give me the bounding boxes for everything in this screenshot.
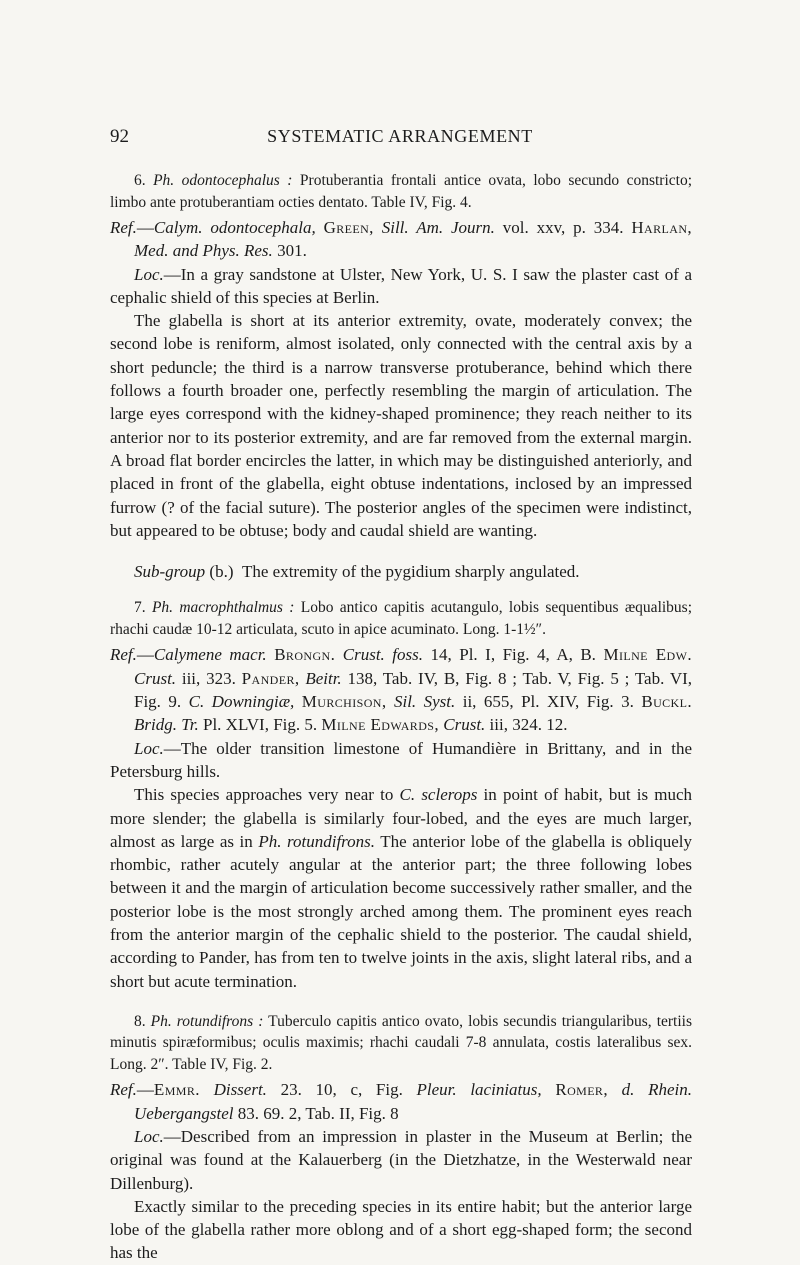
ref-citation: 14, Pl. I, Fig. 4, A, B. xyxy=(430,645,596,665)
ref-work: Crust. foss. xyxy=(342,645,423,665)
page-number: 92 xyxy=(110,126,129,147)
species-number: 7. xyxy=(134,599,146,617)
ref-work: Dissert. xyxy=(213,1080,267,1100)
ref-work: Med. and Phys. Res. xyxy=(134,241,273,261)
desc-taxon: Ph. rotundifrons. xyxy=(258,831,376,851)
species-7-locality xyxy=(110,737,692,784)
ref-author: Harlan, xyxy=(631,218,693,237)
ref-taxon: Calymene macr. xyxy=(153,645,267,665)
ref-author: Green, xyxy=(323,218,374,237)
ref-dash: — xyxy=(136,645,154,665)
ref-citation: iii, 324. 12. xyxy=(489,715,568,735)
ref-work: Crust. xyxy=(443,715,486,735)
ref-author: Pander, xyxy=(241,668,300,688)
ref-work: d. Rhein. Uebergangstel xyxy=(134,1080,692,1123)
ref-author: Milne Edw. xyxy=(603,645,692,665)
desc-text: This species approaches very near to xyxy=(134,785,394,805)
desc-taxon: C. sclerops xyxy=(399,785,478,805)
ref-citation: vol. xxv, p. 334. xyxy=(502,218,624,237)
subgroup-label: Sub-group xyxy=(134,562,206,582)
ref-work: Bridg. Tr. xyxy=(134,715,199,735)
ref-citation: 301. xyxy=(277,241,307,261)
ref-author: Milne Edwards, xyxy=(321,715,439,735)
ref-label: Ref. xyxy=(110,218,137,237)
ref-work: Sil. Syst. xyxy=(393,692,456,712)
species-name: Ph. rotundifrons : xyxy=(150,1012,264,1030)
loc-text: —The older transition limestone of Humandière in Brittany, and in the Petersburg hills. xyxy=(110,738,692,781)
ref-citation: 83. 69. 2, Tab. II, Fig. 8 xyxy=(237,1103,399,1123)
species-8-description: Exactly similar to the preceding species in its entire habit; but the anterior large lobe of the glabella rather more oblong and of a short egg-shaped form; the second has the xyxy=(110,1196,692,1263)
species-7-references xyxy=(110,643,692,736)
ref-author: Romer, xyxy=(555,1080,608,1100)
species-6-references xyxy=(110,216,692,263)
species-diagnosis-text: Protuberantia frontali antice ovata, lobo secundo constricto; limbo ante protuberantiam octies dentato. Table IV, Fig. 4. xyxy=(110,172,693,211)
ref-author: Emmr. xyxy=(153,1080,200,1100)
ref-dash: — xyxy=(136,1080,154,1100)
ref-taxon: C. Downingiæ, xyxy=(188,692,295,712)
loc-text: —Described from an impression in plaster in the Museum at Berlin; the original was found at the Kalauerberg (in the Dietzhatze, in the Westerwald near Dillenburg). xyxy=(110,1127,692,1193)
species-8-locality xyxy=(110,1125,692,1195)
species-diagnosis-text: Tuberculo capitis antico ovato, lobis secundis triangularibus, tertiis minutis spiræformibus; oculis maximis; rhachi caudali 7-8 annulata, costis lateralibus sex. Long. 2″. Table IV, Fig. 2. xyxy=(110,1012,692,1073)
ref-citation: Pl. XLVI, Fig. 5. xyxy=(202,715,318,735)
subgroup-letter: (b.) xyxy=(209,562,234,582)
ref-work: Beitr. xyxy=(305,668,342,688)
species-name: Ph. macrophthalmus : xyxy=(151,599,295,617)
species-8-references xyxy=(110,1078,692,1125)
ref-work: Crust. xyxy=(134,668,177,688)
loc-label: Loc. xyxy=(134,1127,164,1146)
subgroup-heading xyxy=(110,560,692,583)
ref-dash: — xyxy=(136,218,154,237)
ref-citation: iii, 323. xyxy=(181,668,236,688)
species-8-diagnosis xyxy=(110,1011,692,1076)
ref-citation: 23. 10, c, Fig. xyxy=(280,1080,403,1100)
species-7-diagnosis xyxy=(110,597,692,640)
loc-text: —In a gray sandstone at Ulster, New York, U. S. I saw the plaster cast of a cephalic shield of this species at Berlin. xyxy=(110,264,692,307)
page-body xyxy=(110,170,692,1265)
ref-taxon: Calym. odontocephala, xyxy=(153,218,316,237)
species-number: 6. xyxy=(134,172,146,189)
desc-text: in point of habit, but is much more slender; the glabella is similarly four-lobed, and the eyes are much larger, almost as large as in xyxy=(110,785,693,851)
species-7-description xyxy=(110,783,692,993)
page-header xyxy=(110,126,690,150)
species-number: 8. xyxy=(134,1012,146,1030)
species-6-description: The glabella is short at its anterior extremity, ovate, moderately convex; the second lobe is reniform, almost isolated, only connected with the central axis by a short peduncle; the third is a narrow transverse protuberance, behind which there follows a fourth broader one, perfectly resembling the margin of articulation. The large eyes correspond with the kidney-shaped prominence; they reach neither to its anterior nor to its posterior extremity, and are far removed from the external margin. A broad flat border encircles the latter, in which may be distinguished anteriorly, and placed in front of the glabella, eight obtuse indentations, inclosed by an impressed furrow (? of the facial suture). The posterior angles of the specimen were indistinct, but appeared to be obtuse; body and caudal shield are wanting. xyxy=(110,311,692,540)
ref-taxon: Pleur. laciniatus, xyxy=(416,1080,542,1100)
ref-work: Sill. Am. Journ. xyxy=(381,218,495,237)
ref-citation: 138, Tab. IV, B, Fig. 8 ; Tab. V, Fig. 5 ; Tab. VI, Fig. 9. xyxy=(134,668,693,712)
ref-label: Ref. xyxy=(110,645,137,665)
running-title: SYSTEMATIC ARRANGEMENT xyxy=(267,126,533,146)
ref-author: Brongn. xyxy=(274,645,336,665)
ref-author: Buckl. xyxy=(641,692,692,712)
species-6-diagnosis xyxy=(110,170,692,213)
species-name: Ph. odontocephalus : xyxy=(153,172,293,189)
desc-text: The anterior lobe of the glabella is obliquely rhombic, rather acutely angular at the anterior part; the three following lobes between it and the margin of articulation become successively rather smaller, and the posterior lobe is the most strongly arched among them. The prominent eyes reach from the anterior margin of the cephalic shield to the posterior. The caudal shield, according to Pander, has from ten to twelve joints in the axis, slight lateral ribs, and a short but acute termination. xyxy=(110,831,693,991)
species-6-locality xyxy=(110,263,692,310)
ref-citation: ii, 655, Pl. XIV, Fig. 3. xyxy=(462,692,634,712)
loc-label: Loc. xyxy=(134,738,164,758)
ref-label: Ref. xyxy=(110,1080,137,1100)
loc-label: Loc. xyxy=(134,264,164,284)
species-diagnosis-text: Lobo antico capitis acutangulo, lobis sequentibus æqualibus; rhachi caudæ 10-12 articulata, scuto in apice acuminato. Long. 1-1½″. xyxy=(110,599,693,638)
subgroup-text: The extremity of the pygidium sharply angulated. xyxy=(241,562,580,582)
ref-author: Murchison, xyxy=(301,692,387,712)
